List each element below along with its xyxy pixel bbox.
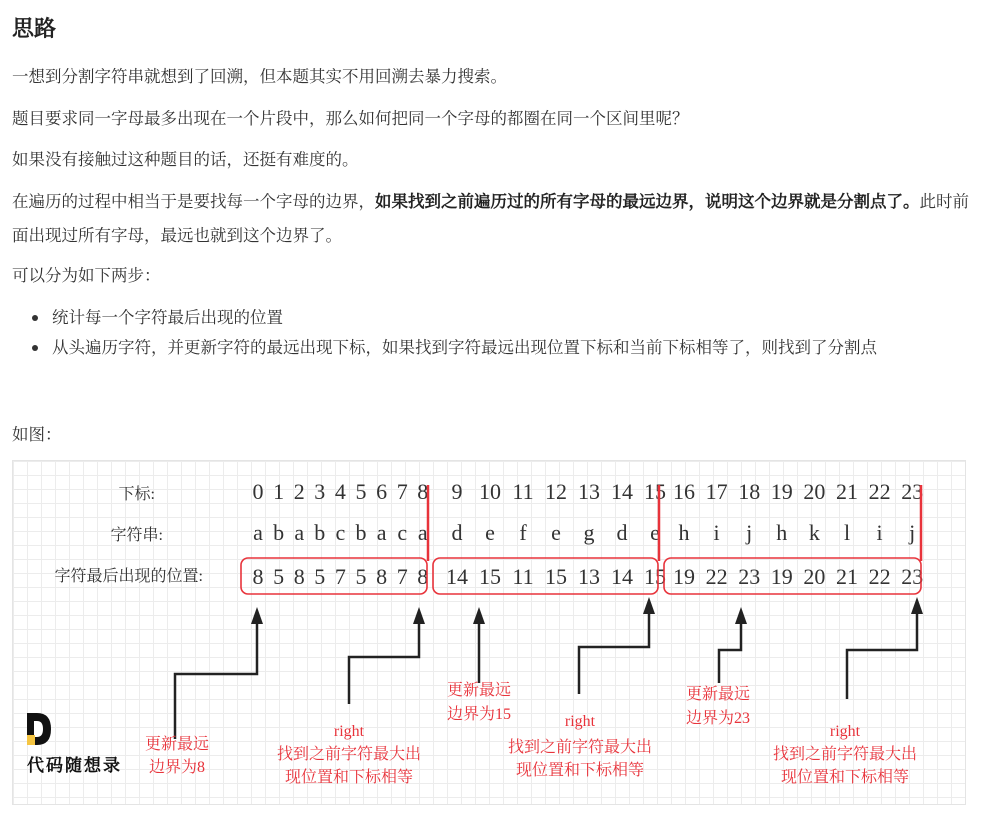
char-cell: b — [273, 520, 285, 545]
index-cell: 12 — [545, 479, 567, 504]
paragraph-5: 可以分为如下两步： — [12, 266, 161, 285]
char-cell: e — [551, 520, 561, 545]
char-cell: c — [335, 520, 346, 545]
last-position-cell: 23 — [901, 564, 924, 589]
char-cell: d — [451, 520, 463, 545]
paragraph-3: 如果没有接触过这种题目的话，还挺有难度的。 — [12, 150, 359, 169]
index-cell: 17 — [705, 479, 728, 504]
arrow-right-1 — [349, 623, 419, 704]
index-row — [253, 479, 924, 504]
index-cell: 10 — [479, 479, 501, 504]
index-cell: 19 — [770, 479, 793, 504]
last-position-cell: 8 — [252, 564, 264, 589]
annotation-right-2: right — [564, 713, 596, 730]
char-cell: l — [843, 520, 851, 545]
paragraph-4-text: 在遍历的过程中相当于是要找每一个字母的边界， — [12, 192, 375, 211]
char-cell: i — [713, 520, 720, 545]
char-cell: d — [616, 520, 628, 545]
partition-figure — [12, 460, 966, 805]
annotation-update-8-line2: 边界为8 — [148, 759, 206, 776]
last-position-cell: 22 — [868, 564, 891, 589]
annotation-found-1-line1: 找到之前字符最大出 — [276, 746, 422, 763]
index-cell: 9 — [451, 479, 463, 504]
annotation-update-15-line1: 更新最远 — [446, 682, 512, 699]
last-position-cell: 15 — [644, 564, 666, 589]
index-cell: 6 — [376, 479, 388, 504]
index-cell: 20 — [803, 479, 826, 504]
annotation-found-3-line1: 找到之前字符最大出 — [772, 746, 918, 763]
char-cell: g — [583, 520, 595, 545]
char-cell: b — [314, 520, 326, 545]
char-cell: k — [808, 520, 820, 545]
arrow-head — [643, 597, 655, 614]
arrow-head — [251, 607, 263, 624]
index-cell: 14 — [611, 479, 633, 504]
index-cell: 8 — [417, 479, 429, 504]
char-cell: j — [909, 520, 916, 545]
char-cell: i — [876, 520, 883, 545]
last-position-cell: 19 — [770, 564, 793, 589]
logo-d-icon — [25, 711, 53, 747]
arrow-head — [473, 607, 485, 624]
annotation-found-2-line1: 找到之前字符最大出 — [507, 739, 653, 756]
last-position-cell: 23 — [738, 564, 761, 589]
last-position-cell: 15 — [545, 564, 567, 589]
list-item: 从头遍历字符，并更新字符的最远出现下标，如果找到字符最远出现位置下标和当前下标相等了，则找到了分割点 — [28, 333, 958, 363]
annotation-update-23-line2: 边界为23 — [685, 710, 751, 727]
last-position-cell: 11 — [512, 564, 534, 589]
char-row — [253, 520, 915, 545]
char-cell: e — [485, 520, 495, 545]
char-cell: h — [678, 520, 690, 545]
index-cell: 11 — [512, 479, 534, 504]
steps-list — [28, 303, 958, 363]
last-position-cell: 14 — [611, 564, 633, 589]
paragraph-1: 一想到分割字符串就想到了回溯，但本题其实不用回溯去暴力搜索。 — [12, 67, 507, 86]
arrow-update-8 — [175, 623, 257, 739]
section-heading: 思路 — [12, 17, 57, 42]
char-cell: j — [746, 520, 753, 545]
index-cell: 7 — [396, 479, 408, 504]
index-cell: 5 — [355, 479, 367, 504]
char-cell: a — [376, 520, 387, 545]
logo — [25, 711, 135, 781]
arrow-right-2 — [579, 613, 649, 694]
arrow-right-3 — [847, 613, 917, 699]
last-position-cell: 5 — [355, 564, 367, 589]
last-position-cell: 5 — [273, 564, 285, 589]
index-cell: 23 — [901, 479, 924, 504]
annotation-update-23-line1: 更新最远 — [685, 686, 751, 703]
index-cell: 16 — [673, 479, 695, 504]
annotation-right-1: right — [333, 723, 365, 740]
figure-diagram — [13, 461, 965, 804]
char-cell: a — [417, 520, 428, 545]
last-position-cell: 19 — [673, 564, 695, 589]
last-position-cell: 8 — [376, 564, 388, 589]
annotation-update-8-line1: 更新最远 — [144, 736, 210, 753]
annotation-right-3: right — [829, 723, 861, 740]
last-position-cell: 13 — [578, 564, 600, 589]
index-cell: 1 — [273, 479, 285, 504]
last-position-cell: 20 — [803, 564, 826, 589]
logo-text: 代码随想录 — [27, 756, 122, 776]
arrow-update-23 — [719, 623, 741, 683]
char-cell: e — [650, 520, 660, 545]
arrow-head — [413, 607, 425, 624]
row-label-string: 字符串: — [110, 527, 163, 544]
last-position-cell: 21 — [836, 564, 858, 589]
list-item: 统计每一个字符最后出现的位置 — [28, 303, 958, 333]
paragraph-4-bold: 如果找到之前遍历过的所有字母的最远边界，说明这个边界就是分割点了。 — [375, 192, 920, 211]
char-cell: b — [355, 520, 367, 545]
paragraph-4 — [12, 185, 970, 253]
row-label-last-position: 字符最后出现的位置: — [54, 568, 203, 585]
row-label-index: 下标: — [118, 486, 155, 503]
last-position-cell: 7 — [396, 564, 408, 589]
index-cell: 18 — [738, 479, 761, 504]
index-cell: 3 — [314, 479, 326, 504]
last-position-cell: 5 — [314, 564, 326, 589]
annotation-update-15-line2: 边界为15 — [446, 706, 512, 723]
annotation-found-2-line2: 现位置和下标相等 — [515, 762, 645, 779]
arrow-head — [735, 607, 747, 624]
last-position-cell: 14 — [446, 564, 468, 589]
char-cell: a — [294, 520, 305, 545]
last-position-cell: 8 — [417, 564, 429, 589]
arrow-head — [911, 597, 923, 614]
last-position-cell: 15 — [479, 564, 501, 589]
last-position-cell: 7 — [334, 564, 346, 589]
index-cell: 15 — [644, 479, 666, 504]
paragraph-4-tail: 此时前面出现过所有字母，最远也就到这个边界了。 — [12, 192, 969, 245]
index-cell: 21 — [836, 479, 858, 504]
last-position-cell: 8 — [293, 564, 305, 589]
annotation-found-1-line2: 现位置和下标相等 — [284, 769, 414, 786]
annotation-found-3-line2: 现位置和下标相等 — [780, 769, 910, 786]
last-position-row — [253, 564, 924, 589]
char-cell: a — [253, 520, 263, 545]
index-cell: 13 — [578, 479, 600, 504]
index-cell: 2 — [293, 479, 305, 504]
arrows — [175, 613, 917, 739]
paragraph-6: 如图： — [12, 425, 62, 444]
annotations — [145, 681, 917, 786]
paragraph-2: 题目要求同一字母最多出现在一个片段中，那么如何把同一个字母的都圈在同一个区间里呢？ — [12, 109, 689, 128]
last-position-cell: 22 — [705, 564, 728, 589]
char-cell: f — [519, 520, 527, 545]
char-cell: h — [776, 520, 788, 545]
arrow-heads — [251, 597, 923, 624]
index-cell: 0 — [252, 479, 264, 504]
char-cell: c — [397, 520, 408, 545]
index-cell: 22 — [868, 479, 891, 504]
index-cell: 4 — [334, 479, 346, 504]
